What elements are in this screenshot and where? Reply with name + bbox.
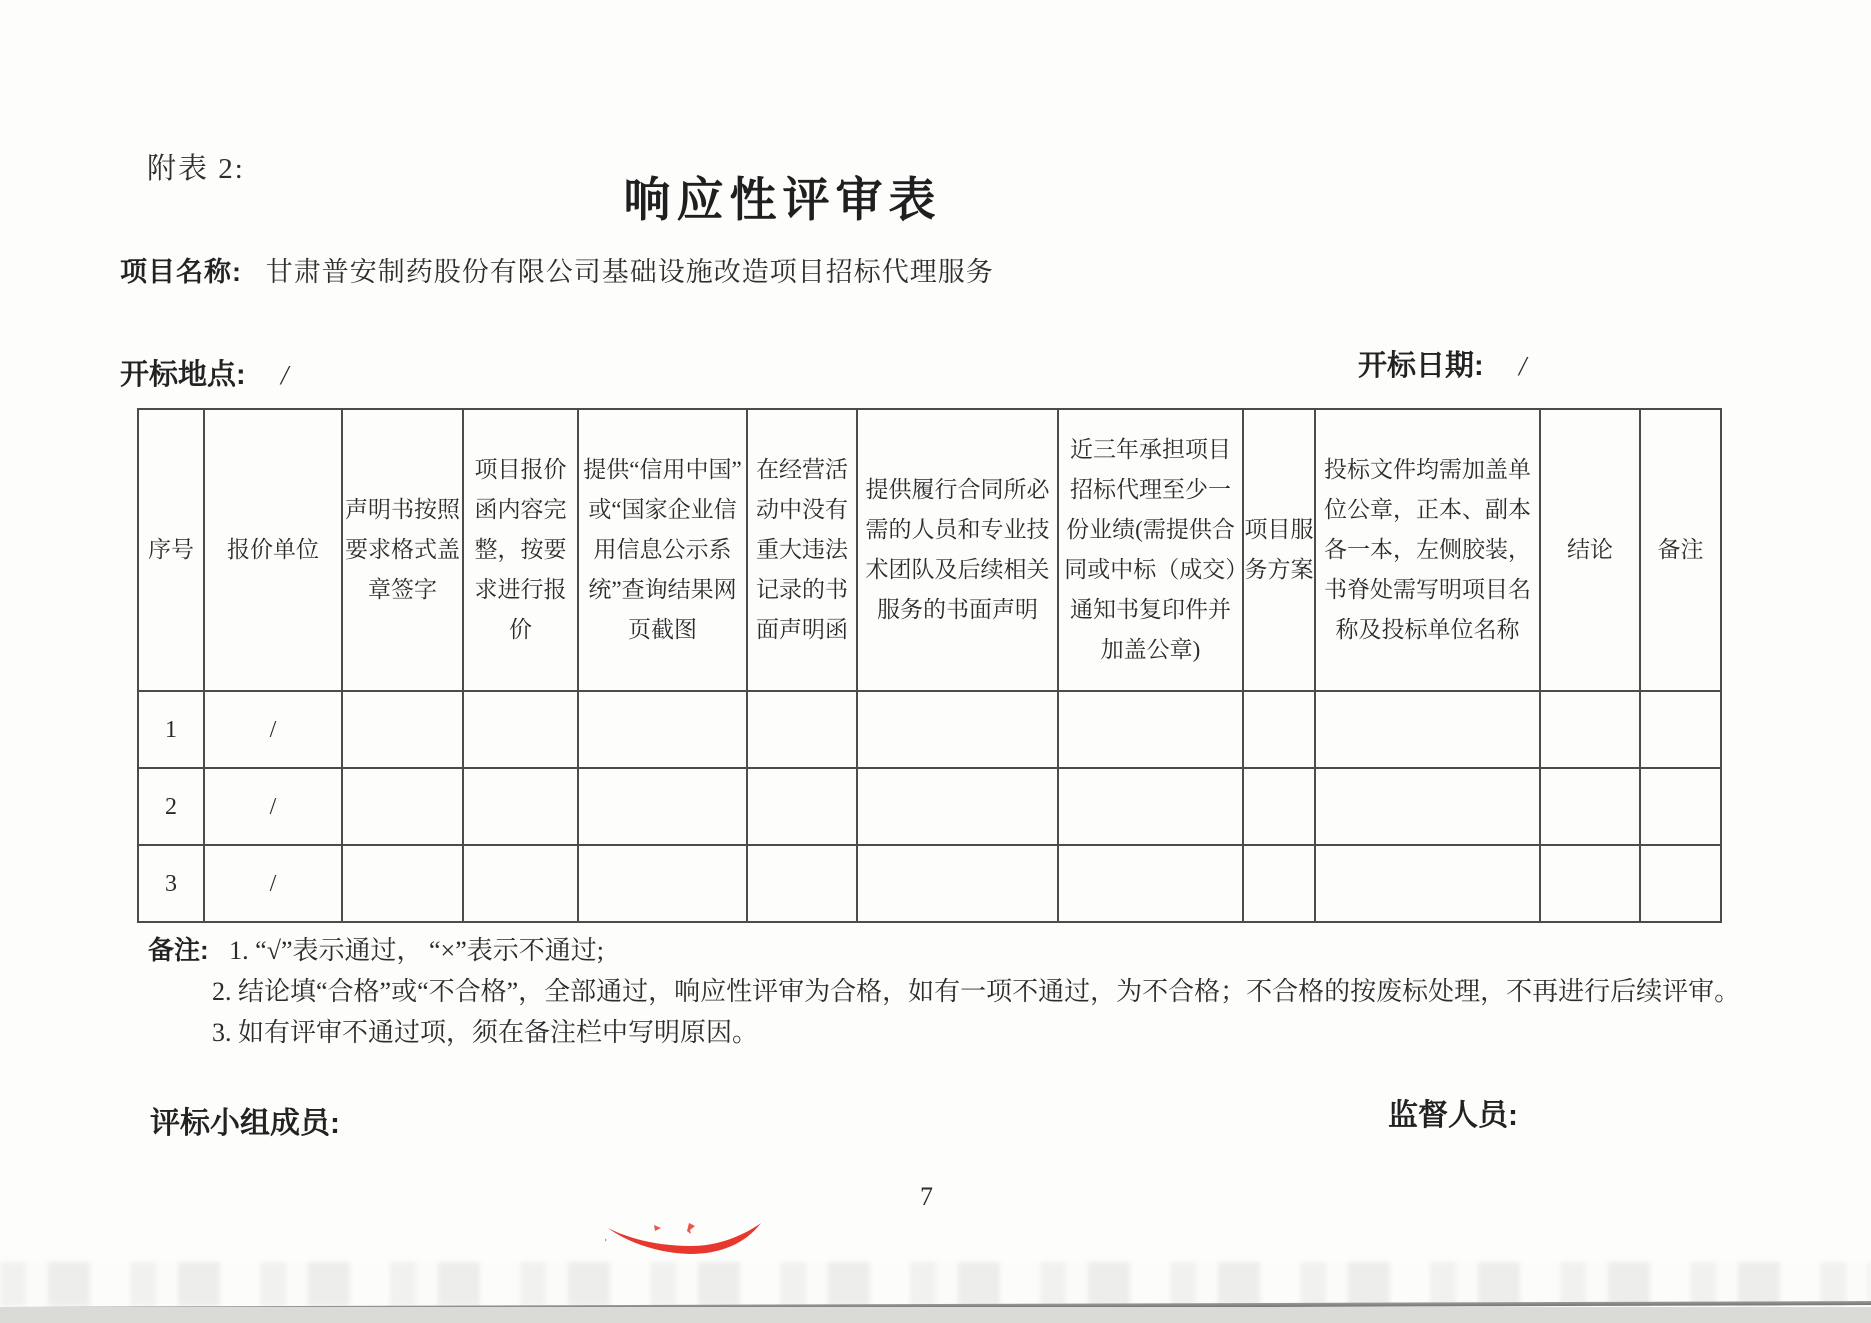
table-cell (1315, 768, 1540, 845)
table-row (138, 845, 1721, 922)
table-cell (747, 768, 857, 845)
bid-date-label: 开标日期: (1358, 350, 1484, 382)
notes-label: 备注: (148, 935, 209, 965)
note-item-3: 3. 如有评审不通过项，须在备注栏中写明原因。 (212, 1018, 759, 1047)
header-seq-no: 序号 (138, 409, 204, 691)
table-cell: 2 (138, 768, 204, 845)
header-quote-letter: 项目报价函内容完整，按要求进行报价 (463, 409, 578, 691)
header-service-plan: 项目服务方案 (1243, 409, 1315, 691)
header-credit-screenshot: 提供“信用中国”或“国家企业信用信息公示系统”查询结果网页截图 (578, 409, 747, 691)
bid-date-line (1358, 343, 1526, 384)
table-cell (578, 845, 747, 922)
table-cell (1243, 691, 1315, 768)
scan-background-strip (0, 1307, 1871, 1323)
bid-date-value: / (1518, 351, 1527, 381)
table-cell (578, 768, 747, 845)
table-cell (1540, 768, 1640, 845)
table-cell (857, 845, 1058, 922)
header-track-record: 近三年承担项目招标代理至少一份业绩(需提供合同或中标（成交）通知书复印件并加盖公章) (1058, 409, 1243, 691)
red-pen-mark (605, 1216, 765, 1262)
table-row (138, 768, 1721, 845)
evaluation-team-label: 评标小组成员: (150, 1107, 340, 1140)
review-table (137, 408, 1722, 923)
bid-location-value: / (280, 360, 289, 390)
bid-location-label: 开标地点: (120, 359, 246, 391)
header-bidder: 报价单位 (204, 409, 342, 691)
note-item-1 (120, 930, 1745, 971)
table-cell (1640, 768, 1721, 845)
table-cell: / (204, 768, 342, 845)
table-cell: 3 (138, 845, 204, 922)
project-name-label: 项目名称: (120, 257, 242, 287)
table-cell (1540, 691, 1640, 768)
bid-location-line (120, 352, 288, 393)
table-cell (463, 768, 578, 845)
notes-block (120, 930, 1745, 1053)
header-conclusion: 结论 (1540, 409, 1640, 691)
note-item-2: 2. 结论填“合格”或“不合格”，全部通过，响应性评审为合格，如有一项不通过，为不合格；不合格的按废标处理，不再进行后续评审。 (212, 977, 1741, 1006)
project-name-line (120, 250, 994, 289)
table-cell (463, 691, 578, 768)
header-team-statement: 提供履行合同所必需的人员和专业技术团队及后续相关服务的书面声明 (857, 409, 1058, 691)
table-cell (747, 845, 857, 922)
table-cell (857, 691, 1058, 768)
table-cell: / (204, 845, 342, 922)
table-cell (342, 845, 463, 922)
supervisor-label: 监督人员: (1388, 1099, 1518, 1132)
table-cell: 1 (138, 691, 204, 768)
page-title: 响应性评审表 (623, 173, 942, 226)
table-row (138, 691, 1721, 768)
table-cell: / (204, 691, 342, 768)
table-cell (1243, 768, 1315, 845)
page-number: 7 (920, 1182, 933, 1211)
header-declaration-signed: 声明书按照要求格式盖章签字 (342, 409, 463, 691)
table-cell (463, 845, 578, 922)
table-cell (1640, 691, 1721, 768)
table-cell (578, 691, 747, 768)
table-cell (342, 768, 463, 845)
table-cell (1315, 691, 1540, 768)
table-cell (342, 691, 463, 768)
table-cell (1640, 845, 1721, 922)
header-remarks: 备注 (1640, 409, 1721, 691)
table-cell (1243, 845, 1315, 922)
project-name-value: 甘肃普安制药股份有限公司基础设施改造项目招标代理服务 (265, 257, 994, 287)
table-cell (1058, 691, 1243, 768)
header-no-violation: 在经营活动中没有重大违法记录的书面声明函 (747, 409, 857, 691)
scan-noise-band (0, 1262, 1871, 1306)
attachment-label: 附表 2: (147, 153, 245, 185)
table-cell (1540, 845, 1640, 922)
table-cell (1058, 768, 1243, 845)
table-cell (1315, 845, 1540, 922)
table-header-row (138, 409, 1721, 691)
note-1-text: 1. “√”表示通过， “×”表示不通过; (229, 936, 604, 965)
table-cell (857, 768, 1058, 845)
table-cell (747, 691, 857, 768)
header-binding-requirements: 投标文件均需加盖单位公章，正本、副本各一本，左侧胶装，书脊处需写明项目名称及投标单位名称 (1315, 409, 1540, 691)
table-cell (1058, 845, 1243, 922)
